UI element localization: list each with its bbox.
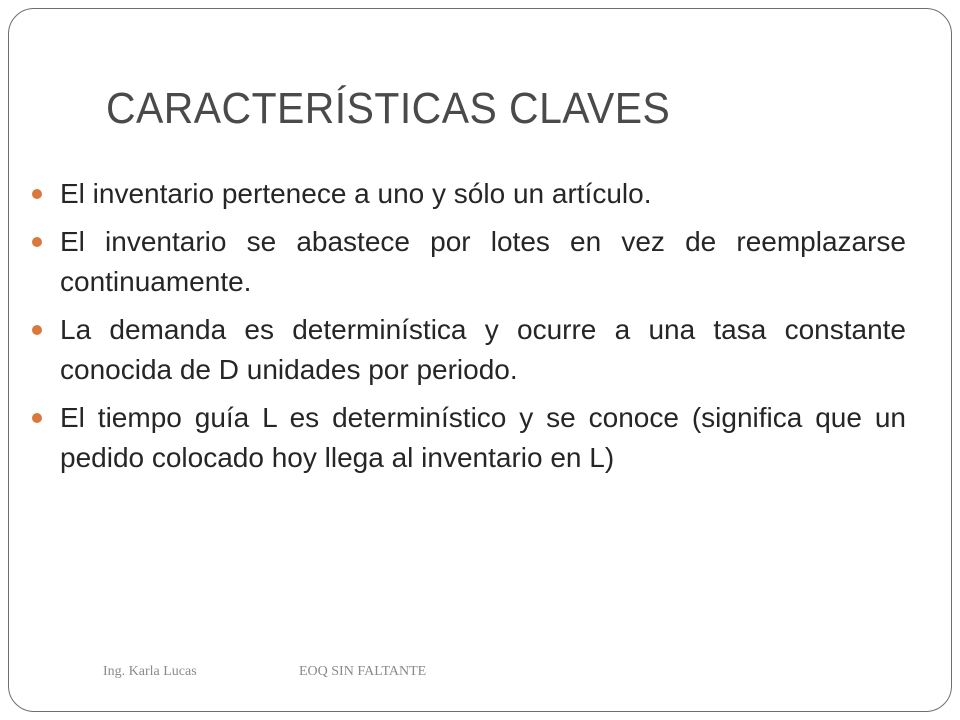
slide-title: CARACTERÍSTICAS CLAVES — [106, 84, 671, 133]
bullet-dot-icon — [32, 325, 42, 335]
bullet-text: La demanda es determinística y ocurre a una tasa constante conocida de D unidades por periodo. — [60, 314, 906, 385]
footer-author: Ing. Karla Lucas — [103, 664, 197, 679]
footer-topic: EOQ SIN FALTANTE — [299, 664, 427, 679]
bullet-text: El tiempo guía L es determinístico y se conoce (significa que un pedido colocado hoy llega al inventario en L) — [60, 402, 906, 473]
bullet-item-1 — [32, 174, 906, 214]
bullet-item-4 — [32, 398, 906, 478]
bullet-list — [32, 174, 906, 486]
bullet-text: El inventario pertenece a uno y sólo un artículo. — [60, 178, 652, 209]
bullet-text: El inventario se abastece por lotes en vez de reemplazarse continuamente. — [60, 226, 906, 297]
bullet-item-3 — [32, 310, 906, 390]
bullet-dot-icon — [32, 189, 42, 199]
bullet-dot-icon — [32, 413, 42, 423]
bullet-dot-icon — [32, 237, 42, 247]
bullet-item-2 — [32, 222, 906, 302]
